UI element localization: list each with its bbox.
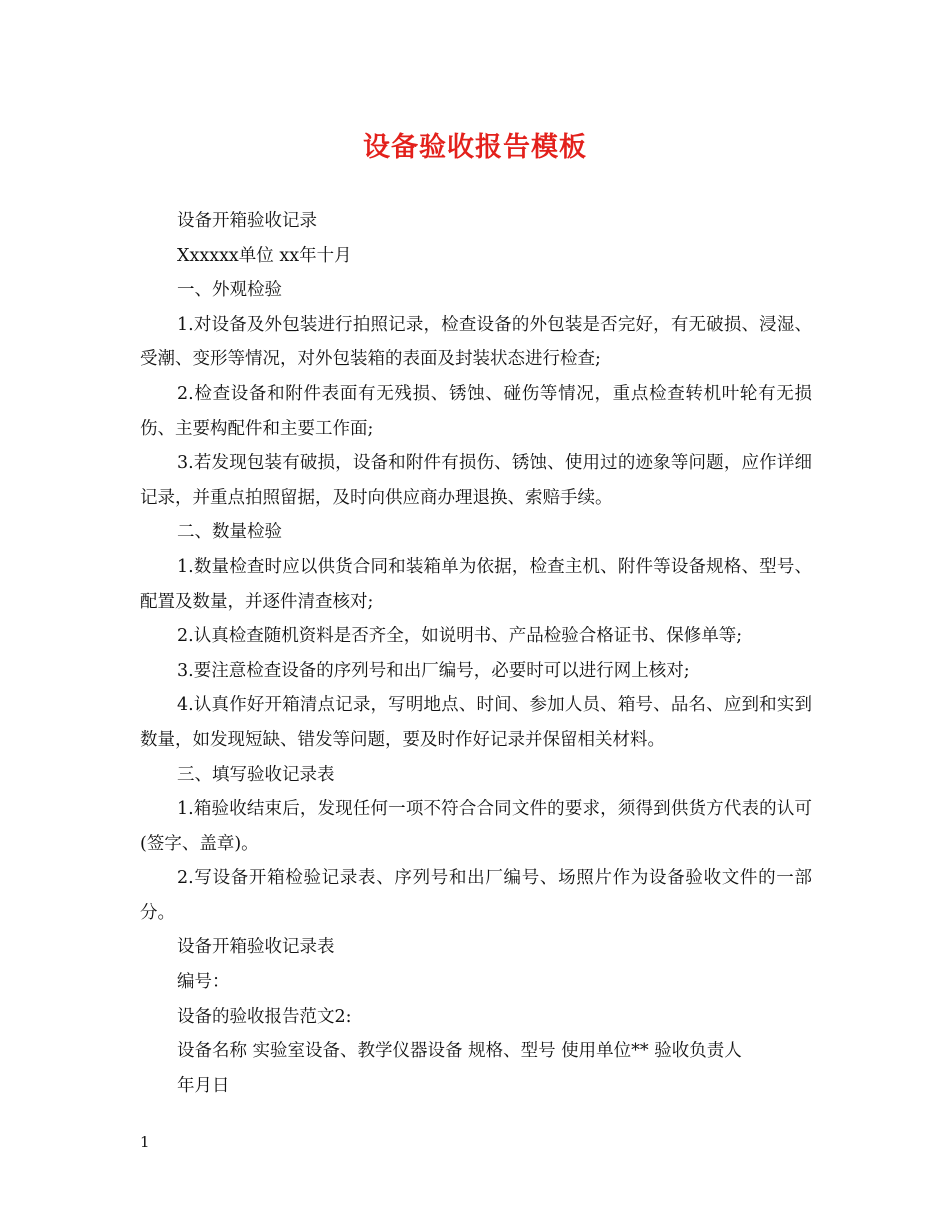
appearance-item-1: 1.对设备及外包装进行拍照记录，检查设备的外包装是否完好，有无破损、浸湿、受潮、变形等情况，对外包装箱的表面及封装状态进行检查; — [140, 314, 812, 370]
page-number: 1 — [140, 1133, 150, 1151]
date-line: 年月日 — [177, 1075, 230, 1096]
quantity-item-2: 2.认真检查随机资料是否齐全，如说明书、产品检验合格证书、保修单等; — [177, 626, 743, 647]
unit-date-line: Xxxxxx单位 xx年十月 — [177, 245, 352, 266]
form-item-2: 2.写设备开箱检验记录表、序列号和出厂编号、场照片作为设备验收文件的一部分。 — [140, 868, 812, 923]
quantity-item-3: 3.要注意检查设备的序列号和出厂编号，必要时可以进行网上核对; — [177, 660, 690, 681]
form-item-1: 1.箱验收结束后，发现任何一项不符合合同文件的要求，须得到供货方代表的认可(签字、盖章)。 — [140, 799, 812, 854]
section-heading-record: 设备开箱验收记录 — [177, 211, 317, 231]
document-body — [140, 204, 812, 1103]
sample-report-heading: 设备的验收报告范文2: — [177, 1006, 352, 1027]
appearance-item-2: 2.检查设备和附件表面有无残损、锈蚀、碰伤等情况，重点检查转机叶轮有无损伤、主要构配件和主要工作面; — [140, 383, 812, 439]
document-title: 设备验收报告模板 — [363, 132, 587, 163]
equipment-info-line: 设备名称 实验室设备、教学仪器设备 规格、型号 使用单位** 验收负责人 — [177, 1041, 742, 1062]
section-heading-quantity: 二、数量检验 — [177, 522, 282, 543]
section-heading-appearance: 一、外观检验 — [177, 280, 282, 301]
appearance-item-3: 3.若发现包装有破损，设备和附件有损伤、锈蚀、使用过的迹象等问题，应作详细记录，并重点拍照留据，及时向供应商办理退换、索赔手续。 — [140, 453, 812, 508]
section-heading-form: 三、填写验收记录表 — [177, 764, 335, 785]
record-table-title: 设备开箱验收记录表 — [177, 937, 335, 958]
serial-number-label: 编号： — [177, 972, 230, 993]
quantity-item-4: 4.认真作好开箱清点记录，写明地点、时间、参加人员、箱号、品名、应到和实到数量，如发现短缺、错发等问题，要及时作好记录并保留相关材料。 — [140, 695, 812, 750]
quantity-item-1: 1.数量检查时应以供货合同和装箱单为依据，检查主机、附件等设备规格、型号、配置及数量，并逐件清查核对; — [140, 556, 812, 612]
